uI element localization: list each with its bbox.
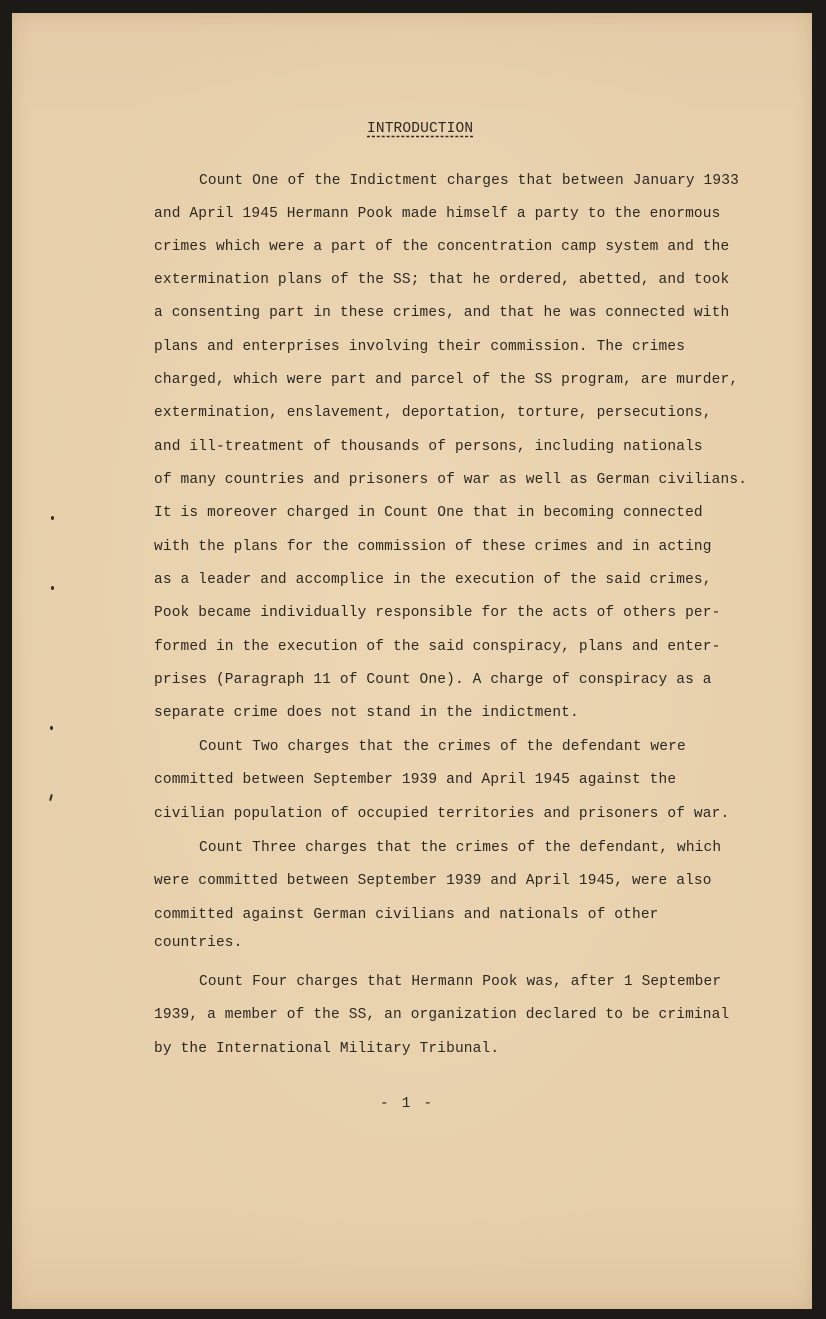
text-line: extermination plans of the SS; that he ordered, abetted, and took	[154, 272, 730, 288]
text-line: civilian population of occupied territories and prisoners of war.	[154, 806, 730, 822]
text-line: Count Three charges that the crimes of the defendant, which	[199, 840, 722, 856]
page-number: - 1 -	[380, 1096, 433, 1112]
text-line: a consenting part in these crimes, and that he was connected with	[154, 305, 730, 321]
text-line: Count Two charges that the crimes of the defendant were	[199, 739, 686, 755]
text-line: plans and enterprises involving their commission. The crimes	[154, 339, 686, 355]
text-line: of many countries and prisoners of war as well as German civilians.	[154, 472, 748, 488]
text-line: committed between September 1939 and April 1945 against the	[154, 772, 677, 788]
text-line: committed against German civilians and nationals of other	[154, 907, 659, 923]
text-line: were committed between September 1939 and April 1945, were also	[154, 873, 712, 889]
text-line: countries.	[154, 935, 243, 951]
text-line: as a leader and accomplice in the execution of the said crimes,	[154, 572, 712, 588]
text-line: and April 1945 Hermann Pook made himself a party to the enormous	[154, 206, 721, 222]
text-line: and ill-treatment of thousands of persons, including nationals	[154, 439, 703, 455]
margin-mark	[49, 794, 53, 801]
text-line: formed in the execution of the said conspiracy, plans and enter-	[154, 639, 721, 655]
text-line: separate crime does not stand in the indictment.	[154, 705, 579, 721]
text-line: charged, which were part and parcel of the SS program, are murder,	[154, 372, 739, 388]
text-line: by the International Military Tribunal.	[154, 1041, 500, 1057]
text-line: Count Four charges that Hermann Pook was, after 1 September	[199, 974, 722, 990]
text-line: 1939, a member of the SS, an organization declared to be criminal	[154, 1007, 730, 1023]
text-line: with the plans for the commission of these crimes and in acting	[154, 539, 712, 555]
text-line: It is moreover charged in Count One that in becoming connected	[154, 505, 703, 521]
margin-mark	[50, 726, 53, 730]
text-line: crimes which were a part of the concentration camp system and the	[154, 239, 730, 255]
text-line: Count One of the Indictment charges that between January 1933	[199, 173, 739, 189]
text-line: prises (Paragraph 11 of Count One). A charge of conspiracy as a	[154, 672, 712, 688]
document-page	[12, 13, 812, 1309]
document-heading: INTRODUCTION	[367, 121, 474, 137]
margin-mark	[51, 586, 54, 590]
margin-mark	[51, 516, 54, 520]
text-line: extermination, enslavement, deportation, torture, persecutions,	[154, 405, 712, 421]
text-line: Pook became individually responsible for the acts of others per-	[154, 605, 721, 621]
